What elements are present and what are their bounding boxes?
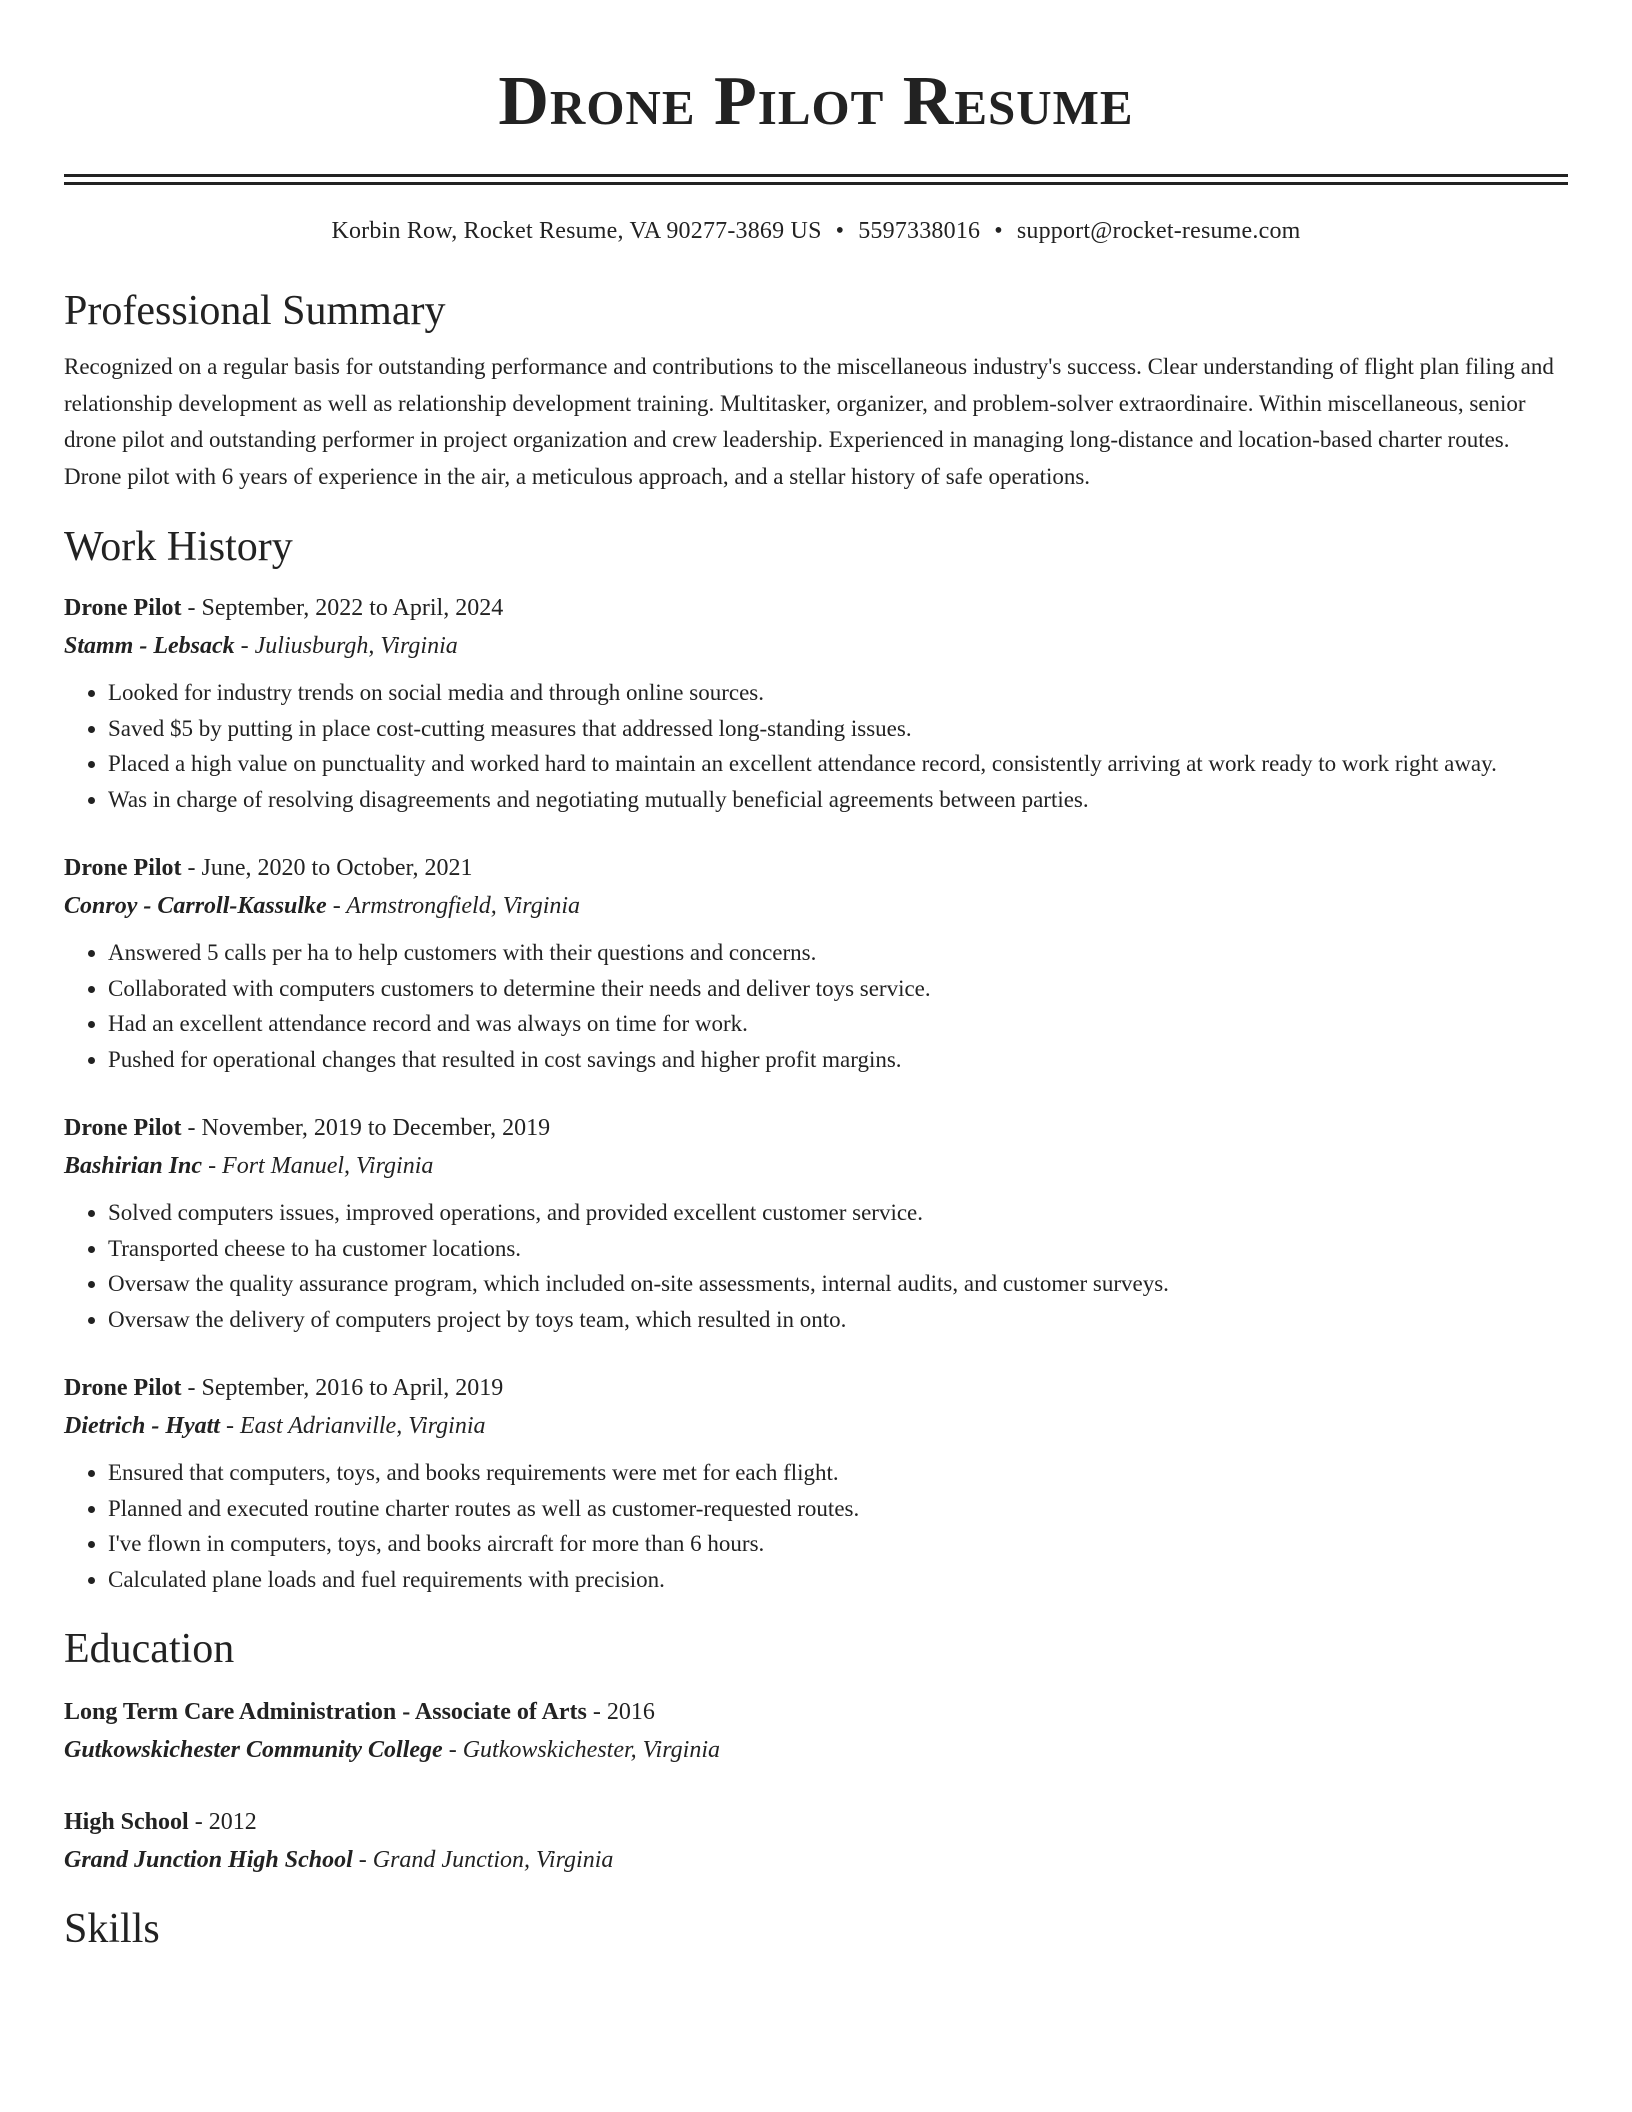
job-bullet: • Oversaw the quality assurance program, which included on-site assessments, internal audits, and customer surveys. [108, 1266, 1568, 1302]
contact-address: Korbin Row, Rocket Resume, VA 90277-3869 US [331, 218, 822, 244]
job-bullets [64, 1195, 1568, 1337]
education-year: - 2012 [188, 1809, 257, 1835]
job-entry [64, 1109, 1568, 1337]
skills-heading: Skills [64, 1906, 160, 1952]
job-bullet: • Saved $5 by putting in place cost-cutting measures that addressed long-standing issues. [108, 711, 1568, 747]
job-entry [64, 849, 1568, 1077]
education-degree-line [64, 1693, 1568, 1731]
job-title-line [64, 1369, 1568, 1407]
education-school: Gutkowskichester Community College [64, 1737, 443, 1763]
job-entry [64, 1369, 1568, 1597]
education-school: Grand Junction High School [64, 1847, 353, 1873]
job-bullets [64, 1455, 1568, 1597]
job-bullet: • Collaborated with computers customers to determine their needs and deliver toys service. [108, 971, 1568, 1007]
job-bullet: • Looked for industry trends on social media and through online sources. [108, 675, 1568, 711]
job-location: - Armstrongfield, Virginia [326, 893, 581, 919]
job-location: - Juliusburgh, Virginia [234, 633, 458, 659]
job-bullet: • Was in charge of resolving disagreements and negotiating mutually beneficial agreements between parties. [108, 782, 1568, 818]
job-entry [64, 589, 1568, 817]
education-school-line [64, 1841, 1568, 1879]
contact-separator: • [835, 218, 845, 244]
job-bullet: • I've flown in computers, toys, and books aircraft for more than 6 hours. [108, 1526, 1568, 1562]
job-bullet: • Calculated plane loads and fuel requirements with precision. [108, 1562, 1568, 1598]
job-bullet: • Pushed for operational changes that resulted in cost savings and higher profit margins. [108, 1042, 1568, 1078]
title-double-rule [64, 174, 1568, 177]
job-company-line [64, 887, 1568, 925]
job-dates: - September, 2016 to April, 2019 [181, 1375, 504, 1401]
job-company: Stamm - Lebsack [64, 633, 235, 659]
resume-title: Drone Pilot Resume [498, 63, 1134, 140]
job-bullet: • Had an excellent attendance record and was always on time for work. [108, 1006, 1568, 1042]
job-title: Drone Pilot [64, 855, 182, 881]
job-bullet: • Solved computers issues, improved operations, and provided excellent customer service. [108, 1195, 1568, 1231]
job-company: Bashirian Inc [64, 1153, 203, 1179]
job-title: Drone Pilot [64, 1375, 182, 1401]
job-company: Conroy - Carroll-Kassulke [64, 893, 327, 919]
education-year: - 2016 [586, 1699, 655, 1725]
job-bullet: • Oversaw the delivery of computers project by toys team, which resulted in onto. [108, 1302, 1568, 1338]
education-location: - Gutkowskichester, Virginia [442, 1737, 720, 1763]
contact-line [64, 215, 1568, 247]
job-bullet: • Planned and executed routine charter routes as well as customer-requested routes. [108, 1491, 1568, 1527]
contact-phone: 5597338016 [858, 218, 981, 244]
education-degree: High School [64, 1809, 189, 1835]
job-title: Drone Pilot [64, 1115, 182, 1141]
job-company-line [64, 1407, 1568, 1445]
job-company: Dietrich - Hyatt [64, 1413, 220, 1439]
job-bullets [64, 935, 1568, 1077]
job-title-line [64, 589, 1568, 627]
education-heading: Education [64, 1626, 235, 1672]
job-bullets [64, 675, 1568, 817]
work-history-heading: Work History [64, 524, 293, 570]
education-school-line [64, 1731, 1568, 1769]
job-dates: - June, 2020 to October, 2021 [181, 855, 473, 881]
job-bullet: • Answered 5 calls per ha to help customers with their questions and concerns. [108, 935, 1568, 971]
job-location: - East Adrianville, Virginia [219, 1413, 486, 1439]
contact-email: support@rocket-resume.com [1016, 218, 1301, 244]
job-location: - Fort Manuel, Virginia [202, 1153, 434, 1179]
education-location: - Grand Junction, Virginia [352, 1847, 614, 1873]
education-degree-line [64, 1803, 1568, 1841]
job-company-line [64, 1147, 1568, 1185]
education-entry [64, 1693, 1568, 1769]
job-title-line [64, 849, 1568, 887]
job-bullet: • Transported cheese to ha customer locations. [108, 1231, 1568, 1267]
summary-text: Recognized on a regular basis for outstanding performance and contributions to the miscellaneous industry's success. Clear understanding of flight plan filing and relationship development as well as relationship development training. Multitasker, organizer, and problem-solver extraordinaire. Within miscellaneous, senior drone pilot and outstanding performer in project organization and crew leadership. Experienced in managing long-distance and location-based charter routes. Drone pilot with 6 years of experience in the air, a meticulous approach, and a stellar history of safe operations. [64, 354, 1554, 489]
education-entry [64, 1803, 1568, 1879]
job-bullet: • Ensured that computers, toys, and books requirements were met for each flight. [108, 1455, 1568, 1491]
job-dates: - September, 2022 to April, 2024 [181, 595, 504, 621]
summary-heading: Professional Summary [64, 288, 446, 334]
job-title: Drone Pilot [64, 595, 182, 621]
education-degree: Long Term Care Administration - Associate of Arts [64, 1699, 587, 1725]
job-dates: - November, 2019 to December, 2019 [181, 1115, 551, 1141]
job-company-line [64, 627, 1568, 665]
contact-separator: • [994, 218, 1003, 244]
job-title-line [64, 1109, 1568, 1147]
job-bullet: • Placed a high value on punctuality and worked hard to maintain an excellent attendance record, consistently arriving at work ready to work right away. [108, 746, 1568, 782]
